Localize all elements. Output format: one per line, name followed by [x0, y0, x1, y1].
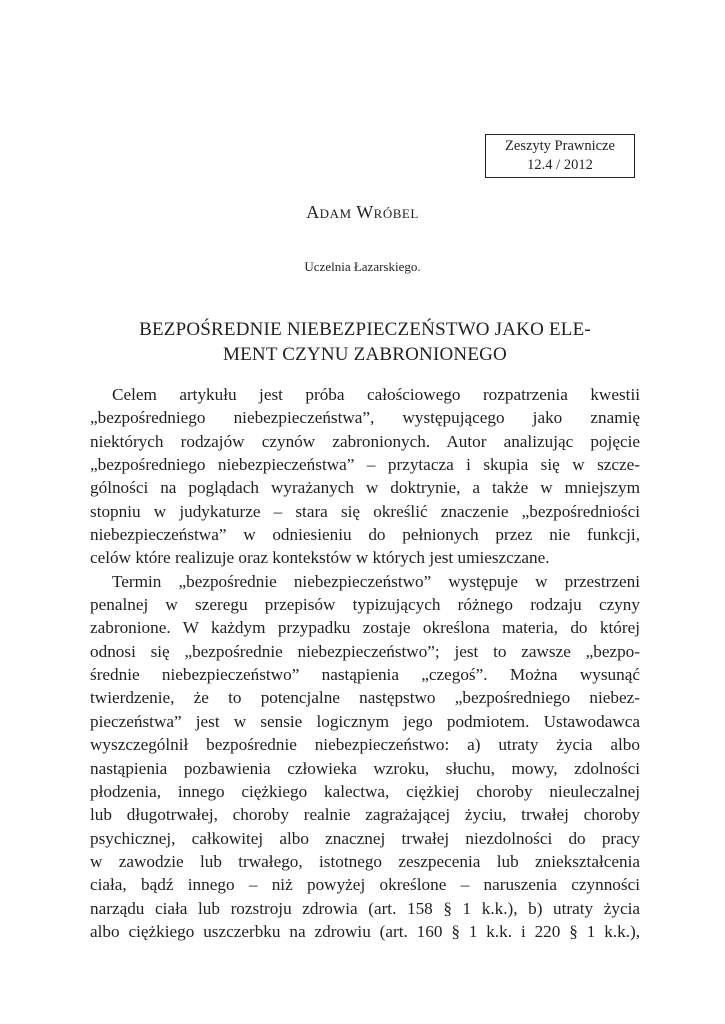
article-body — [90, 383, 640, 943]
text-line: gólności na poglądach wyrażanych w doktrynie, a także w mniejszym — [90, 478, 640, 498]
journal-name: Zeszyty Prawnicze — [505, 138, 615, 154]
text-line: albo ciężkiego uszczerbku na zdrowiu (art. 160 § 1 k.k. i 220 § 1 k.k.), — [90, 921, 640, 941]
text-line: odnosi się „bezpośrednie niebezpieczeństwo”; jest to zawsze „bezpo- — [90, 641, 640, 661]
journal-issue: 12.4 / 2012 — [527, 157, 593, 173]
author-name: Adam Wróbel — [306, 202, 419, 222]
text-line: Celem artykułu jest próba całościowego rozpatrzenia kwestii — [112, 385, 640, 404]
text-line: wyszczególnił bezpośrednie niebezpieczeństwo: a) utraty życia albo — [90, 735, 640, 755]
text-line: zabronione. W każdym przypadku zostaje określona materia, do której — [90, 618, 640, 638]
body-paragraph — [90, 570, 640, 944]
text-line: „bezpośredniego niebezpieczeństwa”, występującego jako znamię — [90, 408, 640, 428]
text-line: psychicznej, całkowitej albo znacznej trwałej niezdolności do pracy — [90, 828, 640, 848]
title-line: BEZPOŚREDNIE NIEBEZPIECZEŃSTWO JAKO ELE- — [139, 319, 591, 340]
journal-info-box — [485, 134, 635, 178]
text-line: stopniu w judykaturze – stara się określić znaczenie „bezpośredniości — [90, 501, 640, 521]
author-affiliation: Uczelnia Łazarskiego. — [304, 259, 421, 274]
article-title — [110, 317, 620, 367]
text-line: pieczeństwa” jest w sensie logicznym jego podmiotem. Ustawodawca — [90, 711, 640, 731]
text-line: twierdzenie, że to potencjalne następstwo „bezpośredniego niebez- — [90, 688, 640, 708]
text-line: niebezpieczeństwa” w odniesieniu do pełnionych przez nie funkcji, — [90, 525, 640, 545]
text-line: lub długotrwałej, choroby realnie zagrażającej życiu, trwałej choroby — [90, 805, 640, 825]
text-line: nastąpienia pozbawienia człowieka wzroku, słuchu, mowy, zdolności — [90, 758, 640, 778]
text-line: średnie niebezpieczeństwo” nastąpienia „czegoś”. Można wysunąć — [90, 665, 640, 685]
text-line: ciała, bądź innego – niż powyżej określone – naruszenia czynności — [90, 875, 640, 895]
text-line: penalnej w szeregu przepisów typizujących różnego rodzaju czyny — [90, 595, 640, 615]
title-line: MENT CZYNU ZABRONIONEGO — [223, 344, 507, 365]
text-line: celów które realizuje oraz kontekstów w których jest umieszczane. — [90, 548, 550, 568]
text-line: narządu ciała lub rozstroju zdrowia (art. 158 § 1 k.k.), b) utraty życia — [90, 898, 640, 918]
text-line: niektórych rodzajów czynów zabronionych. Autor analizując pojęcie — [90, 431, 640, 451]
text-line: w zawodzie lub trwałego, istotnego zeszpecenia lub zniekształcenia — [90, 851, 640, 871]
abstract-paragraph — [90, 383, 640, 570]
text-line: płodzenia, innego ciężkiego kalectwa, ciężkiej choroby nieuleczalnej — [90, 781, 640, 801]
text-line: Termin „bezpośrednie niebezpieczeństwo” występuje w przestrzeni — [112, 571, 640, 591]
text-line: „bezpośredniego niebezpieczeństwa” – przytacza i skupia się w szcze- — [90, 455, 640, 475]
